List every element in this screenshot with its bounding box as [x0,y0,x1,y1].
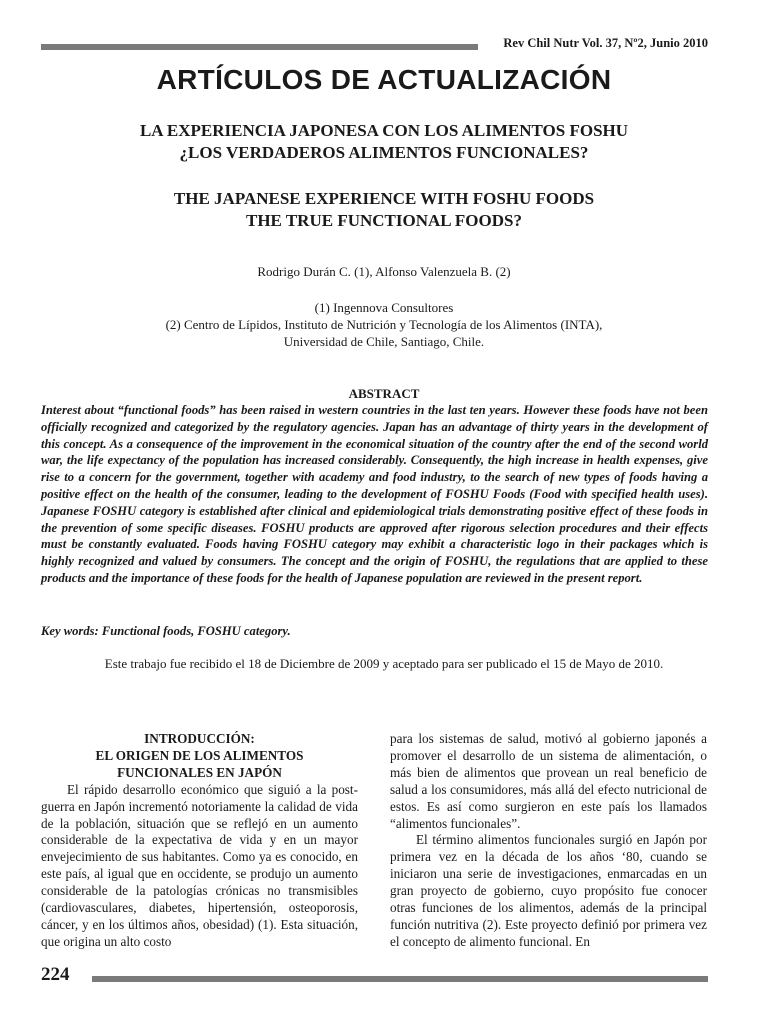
title-spanish-line-1: LA EXPERIENCIA JAPONESA CON LOS ALIMENTOS FOSHU [139,121,629,140]
header-rule [41,44,478,50]
intro-heading: INTRODUCCIÓN: [144,731,255,746]
abstract-heading: ABSTRACT [348,386,420,401]
body-paragraph: El rápido desarrollo económico que siguió a la post-guerra en Japón incrementó notoriamente la calidad de vida de la población, situación que se reflejó en un aumento considerable de la expectativa de vida y en un mayor envejecimiento de sus habitantes. Como ya es conocido, en este país, al igual que en occidente, se produjo un aumento considerable de la patologías crónicas no transmisibles (cardiovasculares, diabetes, hipertensión, osteoporosis, cáncer, y en los últimos años, obesidad) (1). Esta situación, que origina un alto costo [41,781,358,949]
left-column [41,731,358,951]
abstract-body: Interest about “functional foods” has been raised in western countries in the last ten years. However these foods have not been officially recognized and categorized by the regulatory agencies. Japan has an advantage of thirty years in the development of this concept. As a consequence of the improvement in the economical situation of the country after the end of the second world war, the life expectancy of the population has increased considerably. Consequently, the high increase in health expenses, give rise to a concern for the government, together with academy and food industry, to the search of new types of foods having a positive effect on the health of the consumer, leading to the development of FOSHU Foods (Food with specified health uses). Japanese FOSHU category is established after clinical and epidemiological trials demonstrating positive effect of these foods in the prevention of some specific diseases. FOSHU products are approved after rigorous selection procedures and their effects must be constantly evaluated. Foods having FOSHU category may exhibit a characteristic logo in their packages which is highly recognized and valued by consumers. The concept and the origin of FOSHU, the regulations that are applied to these products and the importance of these foods for the health of Japanese population are reviewed in the present report. [41,403,708,585]
right-column [390,731,707,951]
page-number: 224 [41,964,70,985]
authors: Rodrigo Durán C. (1), Alfonso Valenzuela B. (2) [257,264,511,279]
affiliation-1: (1) Ingennova Consultores [314,300,454,315]
section-heading-line-2: FUNCIONALES EN JAPÓN [117,764,282,780]
section-title: ARTÍCULOS DE ACTUALIZACIÓN [156,64,612,95]
affiliation-2: (2) Centro de Lípidos, Instituto de Nutrición y Tecnología de los Alimentos (INTA), [165,317,603,332]
title-spanish-line-2: ¿LOS VERDADEROS ALIMENTOS FUNCIONALES? [179,143,589,162]
received-note: Este trabajo fue recibido el 18 de Diciembre de 2009 y aceptado para ser publicado el 15 de Mayo de 2010. [104,656,664,671]
title-english-line-1: THE JAPANESE EXPERIENCE WITH FOSHU FOODS [173,189,595,208]
title-english-line-2: THE TRUE FUNCTIONAL FOODS? [246,211,522,230]
section-heading-line-1: EL ORIGEN DE LOS ALIMENTOS [95,747,304,763]
body-paragraph: El término alimentos funcionales surgió en Japón por primera vez en la década de los años ‘80, cuando se iniciaron una serie de investigaciones, enmarcadas en un gran proyecto de gobierno, cuyo propósito fue conocer otras funciones de los alimentos, además de la principal función nutritiva (2). Este proyecto definió por primera vez el concepto de alimento funcional. En [390,832,707,949]
journal-reference: Rev Chil Nutr Vol. 37, Nº2, Junio 2010 [503,36,708,50]
affiliation-2-cont: Universidad de Chile, Santiago, Chile. [283,334,485,349]
keywords: Key words: Functional foods, FOSHU category. [41,624,291,638]
footer-rule [92,976,708,982]
body-paragraph: para los sistemas de salud, motivó al gobierno japonés a promover el desarrollo de un sistema de alimentación, o más bien de alimentos que provean un real beneficio de salud a los consumidores, más allá del efecto nutricional de estos. Es así como surgieron en este país los llamados “alimentos funcionales”. [390,731,707,831]
